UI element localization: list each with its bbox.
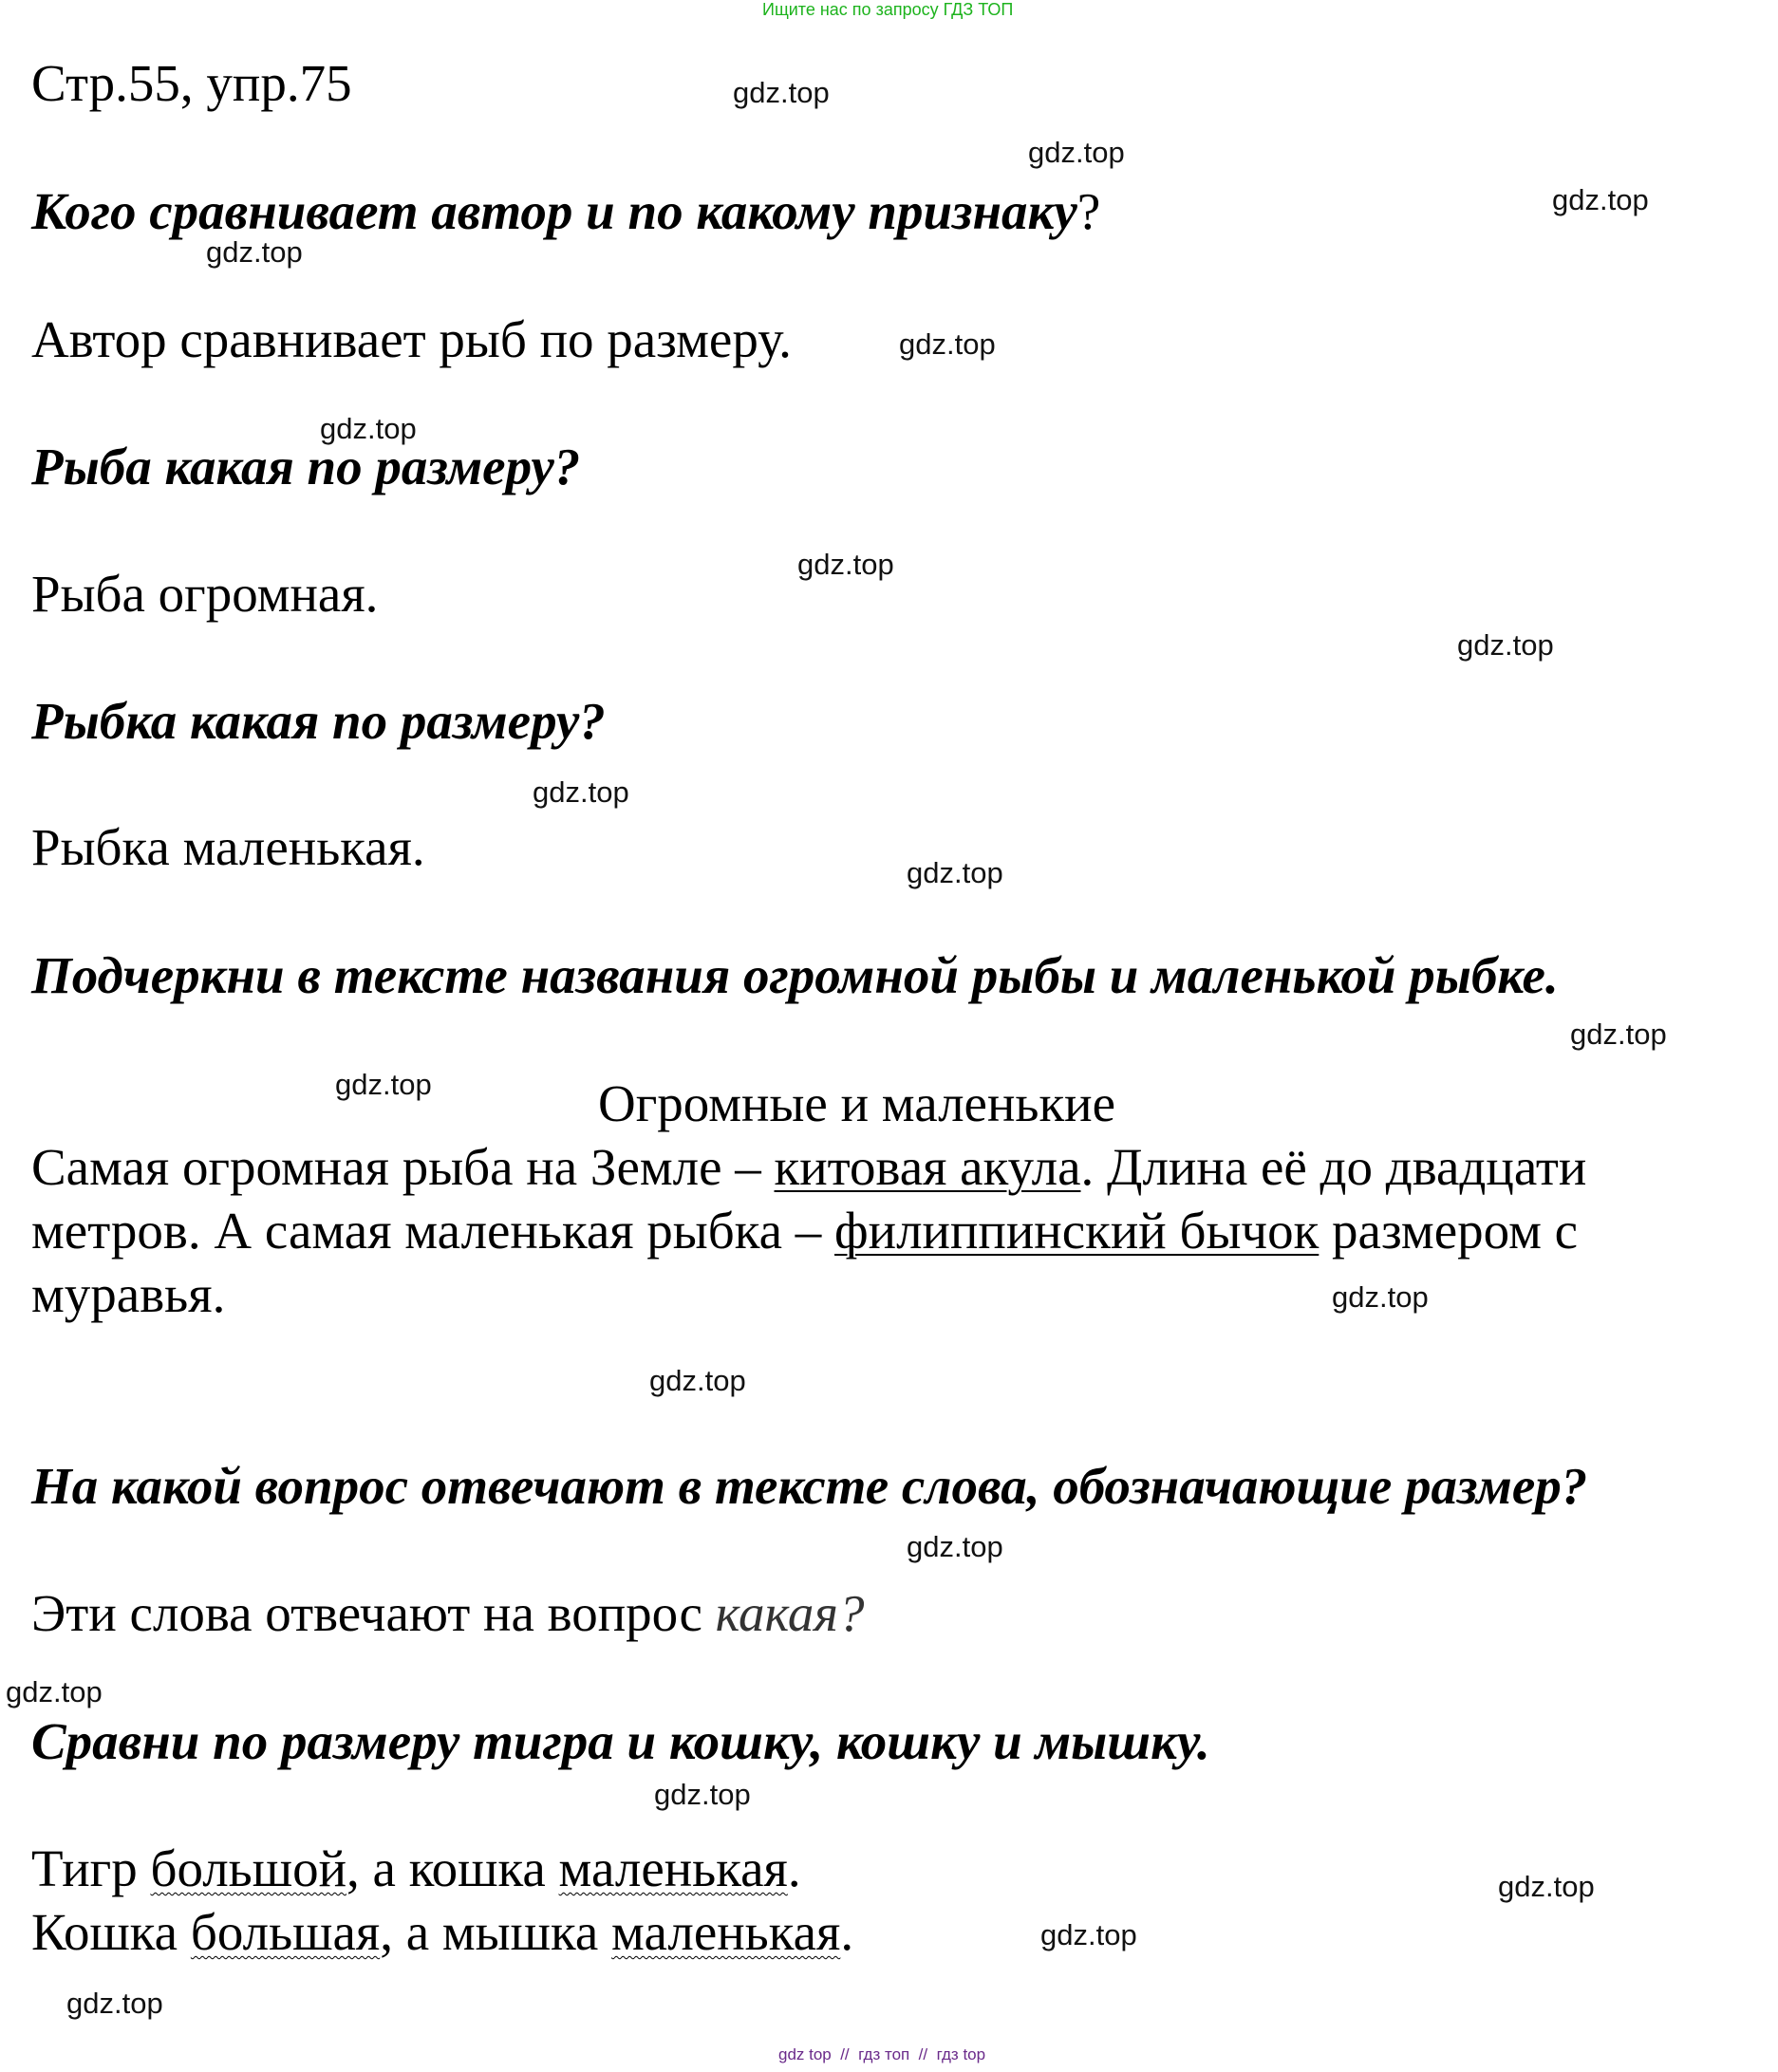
- answer-5-word: какая?: [715, 1584, 865, 1642]
- watermark: gdz.top: [206, 235, 303, 269]
- answer-6-line-2: [31, 1901, 853, 1964]
- watermark: gdz.top: [1498, 1870, 1595, 1903]
- answer-5-prefix: Эти слова отвечают на вопрос: [31, 1584, 716, 1642]
- text-line-2-part-b: размером с: [1319, 1202, 1579, 1260]
- question-5: На какой вопрос отвечают в тексте слова, обозначающие размер?: [31, 1457, 1588, 1515]
- underlined-philippine-goby: филиппинский бычок: [834, 1202, 1319, 1260]
- header-note: Ищите нас по запросу ГДЗ ТОП: [762, 0, 1014, 19]
- watermark: gdz.top: [907, 856, 1003, 889]
- question-1-mark: ?: [1076, 182, 1101, 240]
- answer-6-line-1: [31, 1838, 801, 1900]
- a6l1-b: , а кошка: [346, 1839, 559, 1897]
- wavy-word-malenkaya-2: маленькая: [611, 1903, 841, 1961]
- watermark: gdz.top: [899, 327, 996, 361]
- text-line-1: [31, 1136, 1586, 1199]
- question-4: Подчеркни в тексте названия огромной рыбы и маленькой рыбке.: [31, 946, 1559, 1004]
- watermark: gdz.top: [320, 412, 417, 445]
- a6l2-c: .: [840, 1903, 854, 1961]
- watermark: gdz.top: [6, 1675, 103, 1708]
- page-title: Стр.55, упр.75: [31, 54, 352, 112]
- text-line-1-part-b: . Длина её до двадцати: [1080, 1138, 1587, 1196]
- question-1: [31, 180, 1100, 243]
- a6l1-a: Тигр: [31, 1839, 151, 1897]
- answer-1: Автор сравнивает рыб по размеру.: [31, 310, 792, 368]
- question-3: Рыбка какая по размеру?: [31, 692, 606, 750]
- question-1-text: Кого сравнивает автор и по какому признаку: [31, 182, 1077, 240]
- watermark: gdz.top: [654, 1778, 751, 1811]
- underlined-whale-shark: китовая акула: [774, 1138, 1081, 1196]
- footer-watermark: gdz top // гдз топ // гдз top: [778, 2045, 986, 2063]
- watermark: gdz.top: [66, 1987, 163, 2020]
- answer-3: Рыбка маленькая.: [31, 818, 425, 876]
- text-line-1-part-a: Самая огромная рыба на Земле –: [31, 1138, 775, 1196]
- watermark: gdz.top: [533, 775, 629, 809]
- question-2: Рыба какая по размеру?: [31, 438, 581, 495]
- a6l1-c: .: [787, 1839, 801, 1897]
- watermark: gdz.top: [335, 1068, 432, 1101]
- watermark: gdz.top: [1332, 1280, 1429, 1314]
- watermark: gdz.top: [797, 548, 894, 581]
- a6l2-a: Кошка: [31, 1903, 191, 1961]
- answer-5: [31, 1582, 864, 1645]
- watermark: gdz.top: [1040, 1918, 1137, 1951]
- watermark: gdz.top: [649, 1364, 746, 1397]
- text-title: Огромные и маленькие: [598, 1074, 1116, 1132]
- watermark: gdz.top: [733, 76, 830, 109]
- watermark: gdz.top: [1028, 136, 1125, 169]
- watermark: gdz.top: [1457, 628, 1554, 662]
- a6l2-b: , а мышка: [380, 1903, 612, 1961]
- answer-2: Рыба огромная.: [31, 565, 379, 623]
- text-line-2: [31, 1200, 1578, 1262]
- question-6: Сравни по размеру тигра и кошку, кошку и мышку.: [31, 1712, 1210, 1770]
- wavy-word-bolshoy: большой: [150, 1839, 347, 1897]
- watermark: gdz.top: [1570, 1017, 1667, 1051]
- text-line-2-part-a: метров. А самая маленькая рыбка –: [31, 1202, 835, 1260]
- wavy-word-bolshaya: большая: [190, 1903, 381, 1961]
- watermark: gdz.top: [907, 1530, 1003, 1563]
- watermark: gdz.top: [1552, 183, 1649, 216]
- wavy-word-malenkaya-1: маленькая: [558, 1839, 788, 1897]
- text-line-3: муравья.: [31, 1265, 226, 1323]
